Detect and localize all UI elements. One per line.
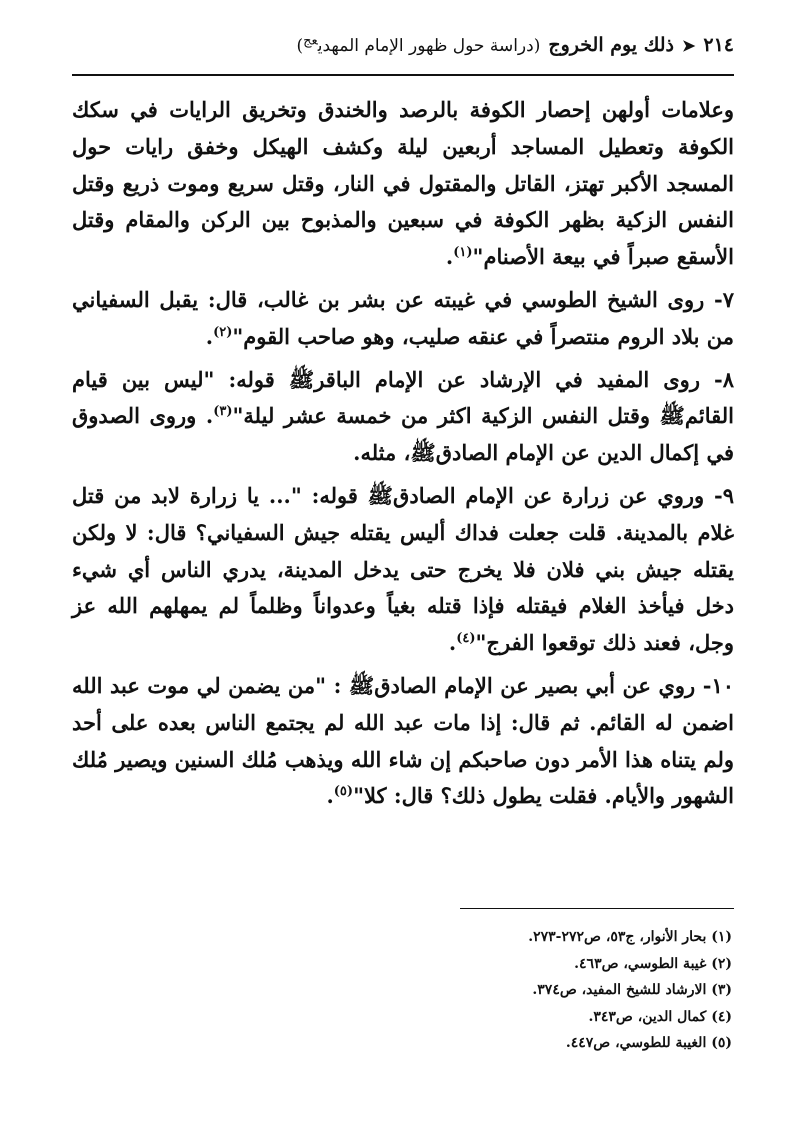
paragraph-3: ٨- روى المفيد في الإرشاد عن الإمام الباقرﷺ قوله: "ليس بين قيام القائمﷺ وقتل النفس الزكية اكثر من خمسة عشر ليلة"$^{(٣)}$. وروى الصدوق في إكمال الدين عن الإمام الصادقﷺ، مثله.	[72, 366, 734, 466]
header-rule	[72, 74, 734, 76]
body-text	[72, 92, 734, 821]
footnote-2: (٢) غيبة الطوسي، ص٤٦٣.	[574, 955, 732, 972]
arrow-icon: ➤	[681, 36, 696, 55]
footnote-rule	[460, 908, 734, 909]
footnote-ref-1: (١)	[453, 245, 473, 261]
honorific-mark: عج	[303, 34, 318, 49]
book-title: ذلك يوم الخروج	[548, 34, 674, 56]
footnote-ref-2: (٢)	[213, 324, 233, 340]
footnote-1: (١) بحار الأنوار، ج٥٣، ص٢٧٢-٢٧٣.	[528, 929, 732, 945]
footnote-ref-4: (٤)	[456, 631, 476, 647]
running-header	[72, 34, 734, 74]
paragraph-4: ٩- وروي عن زرارة عن الإمام الصادقﷺ قوله: "... يا زرارة لابد من قتل غلام بالمدينة. قلت جعلت فداك أليس يقتله جيش السفياني؟ قال: لا ولكن يقتله جيش بني فلان فلا يخرج حتى يدخل المدينة، يدري الناس أي شيء دخل فيأخذ الغلام فيقتله فإذا قتله بغياً وعدواناً وظلماً لم يمهلهم الله عز وجل، فعند ذلك توقعوا الفرج"$^{(٤)}$.	[72, 482, 734, 656]
footnote-3: (٣) الارشاد للشيخ المفيد، ص٣٧٤.	[532, 982, 732, 998]
paragraph-2: ٧- روى الشيخ الطوسي في غيبته عن بشر بن غالب، قال: يقبل السفياني من بلاد الروم منتصراً في عنقه صليب، وهو صاحب القوم"$^{(٢)}$.	[72, 286, 734, 349]
paragraph-1: وعلامات أولهن إحصار الكوفة بالرصد والخندق وتخريق الرايات في سكك الكوفة وتعطيل المساجد أربعين ليلة وكشف الهيكل وخفق رايات حول المسجد الأكبر تهتز، القاتل والمقتول في النار، وقتل سريع وموت ذريع وقتل النفس الزكية بظهر الكوفة في سبعين والمذبوح بين الركن والمقام وقتل الأسقع صبراً في بيعة الأصنام"$^{(١)}$.	[72, 97, 734, 270]
footnotes	[402, 924, 732, 1057]
footnote-ref-3: (٣)	[213, 404, 233, 420]
footnote-4: (٤) كمال الدين، ص٣٤٣.	[588, 1008, 732, 1025]
footnote-ref-5: (٥)	[333, 784, 354, 800]
page-number: ٢١٤	[703, 34, 734, 56]
footnote-5: (٥) الغيبة للطوسي، ص٤٤٧.	[565, 1035, 732, 1051]
paragraph-5: ١٠- روي عن أبي بصير عن الإمام الصادقﷺ : "من يضمن لي موت عبد الله اضمن له القائم. ثم قال: إذا مات عبد الله لم يجتمع الناس بعده على أحد ولم يتناه هذا الأمر دون صاحبكم إن شاء الله ويذهب مُلك السنين ويصير مُلك الشهور والأيام. فقلت يطول ذلك؟ قال: كلا"$^{(٥)}$.	[72, 672, 734, 809]
book-subtitle: (دراسة حول ظهور الإمام المهدي$^{عج}$)	[296, 34, 541, 56]
